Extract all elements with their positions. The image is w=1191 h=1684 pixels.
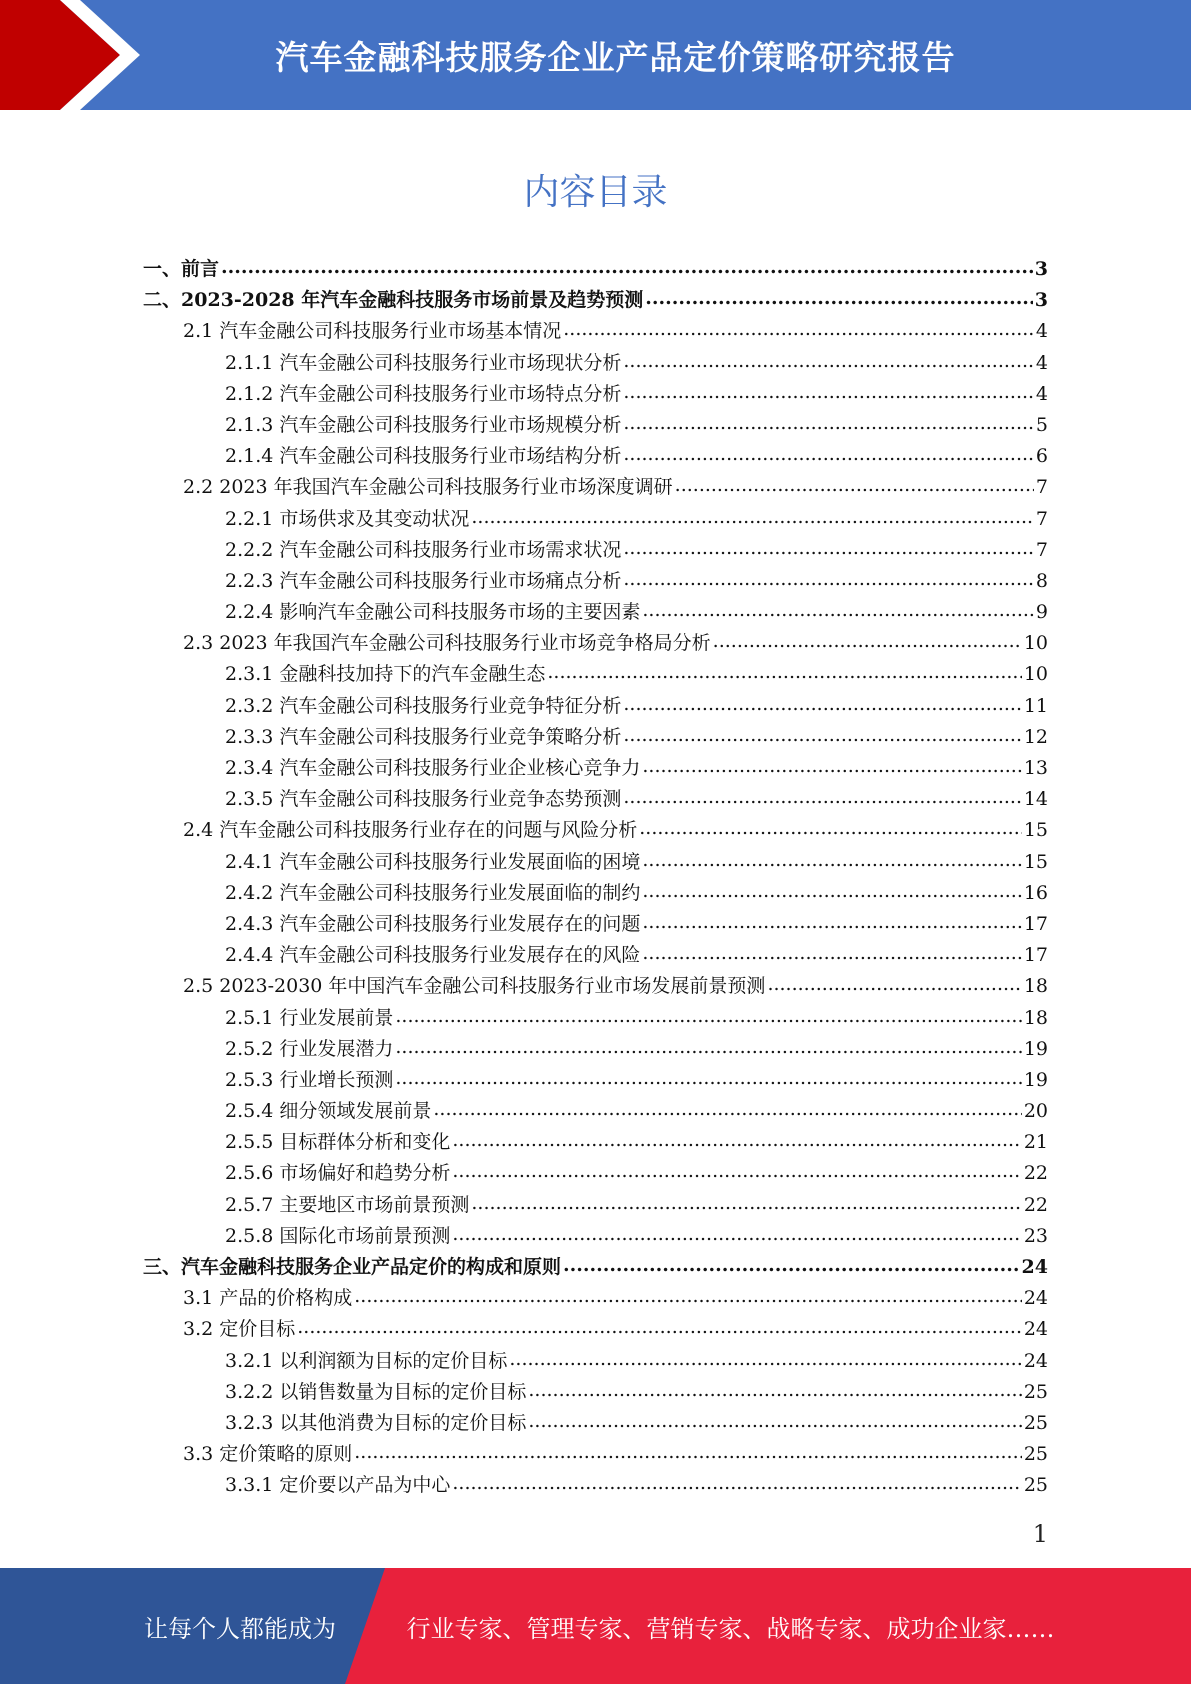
- toc-dot-leader: [509, 1348, 1021, 1367]
- footer-banner: [0, 1568, 1191, 1684]
- toc-entry-page: 13: [1023, 757, 1048, 779]
- toc-entry-page: 4: [1035, 320, 1048, 343]
- toc-dot-leader: [547, 661, 1021, 680]
- document-title: 汽车金融科技服务企业产品定价策略研究报告: [275, 37, 956, 77]
- toc-dot-leader: [528, 1379, 1021, 1398]
- toc-entry[interactable]: [143, 472, 1048, 503]
- toc-dot-leader: [354, 1441, 1022, 1460]
- toc-entry-page: 24: [1023, 1349, 1048, 1372]
- toc-entry[interactable]: [143, 815, 1048, 846]
- toc-entry-title: 2.5.4 细分领域发展前景: [225, 1100, 432, 1123]
- toc-entry-title: 2.4.1 汽车金融公司科技服务行业发展面临的困境: [225, 850, 641, 873]
- toc-dot-leader: [642, 880, 1021, 899]
- toc-entry-page: 22: [1023, 1193, 1048, 1216]
- toc-dot-leader: [675, 474, 1034, 493]
- toc-dot-leader: [623, 537, 1034, 556]
- toc-entry-title: 2.3.5 汽车金融公司科技服务行业竞争态势预测: [225, 788, 622, 811]
- toc-entry-page: 24: [1023, 1318, 1048, 1341]
- toc-dot-leader: [452, 1472, 1021, 1491]
- toc-entry-title: 2.2.2 汽车金融公司科技服务行业市场需求状况: [225, 538, 622, 561]
- toc-entry-title: 2.5 2023-2030 年中国汽车金融公司科技服务行业市场发展前景预测: [183, 975, 766, 998]
- toc-dot-leader: [623, 350, 1034, 369]
- toc-entry-page: 3: [1034, 289, 1048, 312]
- toc-entry[interactable]: [143, 659, 1048, 690]
- toc-entry-title: 3.2.2 以销售数量为目标的定价目标: [225, 1380, 527, 1403]
- toc-entry-title: 2.4 汽车金融公司科技服务行业存在的问题与风险分析: [183, 819, 638, 842]
- toc-entry-page: 10: [1023, 663, 1048, 686]
- toc-entry-title: 2.2.3 汽车金融公司科技服务行业市场痛点分析: [225, 569, 622, 592]
- toc-entry-page: 3: [1034, 258, 1048, 280]
- toc-dot-leader: [471, 1192, 1021, 1211]
- toc-entry[interactable]: [143, 1127, 1048, 1158]
- toc-entry-page: 4: [1035, 382, 1048, 405]
- toc-dot-leader: [471, 506, 1034, 525]
- toc-entry-page: 24: [1023, 1287, 1048, 1310]
- toc-dot-leader: [713, 630, 1022, 649]
- toc-dot-leader: [642, 911, 1021, 930]
- toc-entry[interactable]: [143, 722, 1048, 753]
- toc-entry-title: 3.2.3 以其他消费为目标的定价目标: [225, 1411, 527, 1434]
- page-number: 1: [1032, 1520, 1048, 1548]
- toc-entry[interactable]: [143, 784, 1048, 815]
- toc-entry-page: 15: [1023, 819, 1048, 842]
- toc-entry-title: 3.2.1 以利润额为目标的定价目标: [225, 1349, 508, 1372]
- toc-entry[interactable]: [143, 1439, 1048, 1470]
- toc-entry[interactable]: [143, 1158, 1048, 1189]
- toc-entry-page: 4: [1035, 351, 1048, 374]
- toc-entry[interactable]: [143, 1065, 1048, 1096]
- toc-dot-leader: [642, 755, 1021, 774]
- toc-entry[interactable]: [143, 878, 1048, 909]
- toc-entry-title: 二、2023-2028 年汽车金融科技服务市场前景及趋势预测: [143, 289, 644, 312]
- footer-slogan-left: 让每个人都能成为: [144, 1614, 336, 1643]
- toc-entry[interactable]: [143, 1003, 1048, 1034]
- toc-entry-title: 2.5.3 行业增长预测: [225, 1068, 394, 1091]
- toc-entry-title: 3.3 定价策略的原则: [183, 1443, 353, 1466]
- toc-entry-page: 23: [1023, 1224, 1048, 1247]
- toc-entry-page: 18: [1023, 1006, 1048, 1029]
- toc-entry[interactable]: [143, 691, 1048, 722]
- toc-entry-page: 18: [1023, 975, 1048, 998]
- toc-entry-title: 2.2.1 市场供求及其变动状况: [225, 507, 470, 530]
- toc-entry-title: 2.2 2023 年我国汽车金融公司科技服务行业市场深度调研: [183, 476, 673, 499]
- toc-entry-page: 6: [1035, 445, 1048, 468]
- toc-heading: 内容目录: [523, 172, 668, 213]
- toc-entry-page: 25: [1023, 1443, 1048, 1466]
- toc-dot-leader: [639, 817, 1022, 836]
- toc-dot-leader: [433, 1098, 1021, 1117]
- toc-entry-title: 2.5.6 市场偏好和趋势分析: [225, 1162, 451, 1185]
- toc-dot-leader: [642, 599, 1034, 618]
- toc-entry[interactable]: [143, 379, 1048, 410]
- toc-entry-title: 2.1.4 汽车金融公司科技服务行业市场结构分析: [225, 445, 622, 468]
- toc-entry-title: 2.3.4 汽车金融公司科技服务行业企业核心竞争力: [225, 757, 641, 779]
- toc-dot-leader: [452, 1160, 1021, 1179]
- toc-entry[interactable]: [143, 566, 1048, 597]
- toc-dot-leader: [623, 412, 1034, 431]
- toc-entry-page: 17: [1023, 944, 1048, 967]
- toc-entry-title: 2.4.2 汽车金融公司科技服务行业发展面临的制约: [225, 881, 641, 904]
- toc-entry[interactable]: [143, 348, 1048, 379]
- table-of-contents: [143, 254, 1048, 1502]
- toc-dot-leader: [767, 973, 1021, 992]
- toc-entry[interactable]: [143, 1470, 1048, 1501]
- toc-dot-leader: [623, 724, 1021, 743]
- toc-entry[interactable]: [143, 1034, 1048, 1065]
- toc-dot-leader: [395, 1067, 1021, 1086]
- toc-entry-title: 2.5.8 国际化市场前景预测: [225, 1224, 451, 1247]
- toc-dot-leader: [528, 1410, 1021, 1429]
- toc-entry-title: 2.1.1 汽车金融公司科技服务行业市场现状分析: [225, 351, 622, 374]
- toc-entry[interactable]: [143, 1346, 1048, 1377]
- toc-entry-page: 19: [1023, 1068, 1048, 1091]
- toc-entry-title: 一、前言: [143, 258, 220, 280]
- toc-entry[interactable]: [143, 847, 1048, 878]
- toc-entry-page: 25: [1023, 1474, 1048, 1497]
- toc-entry-title: 3.2 定价目标: [183, 1318, 296, 1341]
- toc-entry[interactable]: [143, 1283, 1048, 1314]
- toc-dot-leader: [623, 693, 1021, 712]
- toc-dot-leader: [623, 786, 1021, 805]
- toc-entry-page: 9: [1035, 601, 1048, 624]
- toc-entry[interactable]: [143, 753, 1048, 784]
- toc-entry[interactable]: [143, 1252, 1048, 1283]
- toc-entry[interactable]: [143, 504, 1048, 535]
- toc-entry-title: 2.1 汽车金融公司科技服务行业市场基本情况: [183, 320, 562, 343]
- toc-entry[interactable]: [143, 441, 1048, 472]
- toc-entry-page: 12: [1023, 725, 1048, 748]
- toc-entry-title: 2.5.5 目标群体分析和变化: [225, 1131, 451, 1154]
- toc-entry-page: 25: [1023, 1411, 1048, 1434]
- toc-dot-leader: [642, 942, 1021, 961]
- toc-entry-page: 19: [1023, 1037, 1048, 1060]
- toc-dot-leader: [623, 381, 1034, 400]
- toc-entry-title: 2.1.2 汽车金融公司科技服务行业市场特点分析: [225, 382, 622, 405]
- toc-entry[interactable]: [143, 316, 1048, 347]
- toc-entry-title: 2.3.2 汽车金融公司科技服务行业竞争特征分析: [225, 694, 622, 717]
- toc-entry-title: 3.3.1 定价要以产品为中心: [225, 1474, 451, 1497]
- toc-entry-page: 11: [1023, 694, 1048, 717]
- toc-dot-leader: [221, 256, 1033, 275]
- toc-entry[interactable]: [143, 410, 1048, 441]
- toc-dot-leader: [297, 1316, 1022, 1335]
- toc-entry[interactable]: [143, 940, 1048, 971]
- toc-dot-leader: [563, 318, 1034, 337]
- toc-entry-page: 16: [1023, 881, 1048, 904]
- footer-slogan-right: 行业专家、管理专家、营销专家、战略专家、成功企业家……: [406, 1614, 1055, 1643]
- toc-entry[interactable]: [143, 254, 1048, 285]
- toc-entry[interactable]: [143, 1221, 1048, 1252]
- toc-entry-page: 17: [1023, 912, 1048, 935]
- toc-entry-title: 三、汽车金融科技服务企业产品定价的构成和原则: [143, 1256, 562, 1278]
- toc-entry-page: 24: [1021, 1256, 1048, 1278]
- toc-entry-page: 14: [1023, 788, 1048, 811]
- toc-entry-title: 2.5.7 主要地区市场前景预测: [225, 1193, 470, 1216]
- toc-entry[interactable]: [143, 909, 1048, 940]
- toc-dot-leader: [395, 1005, 1021, 1024]
- toc-dot-leader: [354, 1285, 1022, 1304]
- toc-entry-page: 22: [1023, 1162, 1048, 1185]
- toc-dot-leader: [452, 1223, 1021, 1242]
- toc-entry[interactable]: [143, 597, 1048, 628]
- toc-entry[interactable]: [143, 1314, 1048, 1345]
- header-banner: [0, 0, 1191, 110]
- toc-entry-title: 2.3.3 汽车金融公司科技服务行业竞争策略分析: [225, 725, 622, 748]
- toc-dot-leader: [452, 1129, 1021, 1148]
- toc-entry-page: 21: [1023, 1131, 1048, 1154]
- toc-entry-page: 7: [1035, 538, 1048, 561]
- toc-entry-title: 2.4.4 汽车金融公司科技服务行业发展存在的风险: [225, 944, 641, 967]
- toc-entry-title: 3.1 产品的价格构成: [183, 1287, 353, 1310]
- toc-entry[interactable]: [143, 1377, 1048, 1408]
- toc-entry-page: 8: [1035, 569, 1048, 592]
- toc-entry-title: 2.2.4 影响汽车金融公司科技服务市场的主要因素: [225, 601, 641, 624]
- toc-entry[interactable]: [143, 535, 1048, 566]
- toc-entry[interactable]: [143, 971, 1048, 1002]
- toc-entry-title: 2.5.1 行业发展前景: [225, 1006, 394, 1029]
- toc-entry[interactable]: [143, 1190, 1048, 1221]
- toc-dot-leader: [642, 849, 1021, 868]
- toc-entry[interactable]: [143, 1408, 1048, 1439]
- toc-entry-title: 2.1.3 汽车金融公司科技服务行业市场规模分析: [225, 413, 622, 436]
- toc-entry-page: 7: [1035, 476, 1048, 499]
- toc-entry-title: 2.5.2 行业发展潜力: [225, 1037, 394, 1060]
- toc-entry-title: 2.3 2023 年我国汽车金融公司科技服务行业市场竞争格局分析: [183, 632, 711, 655]
- toc-entry-page: 25: [1023, 1380, 1048, 1403]
- toc-entry-page: 10: [1023, 632, 1048, 655]
- toc-entry[interactable]: [143, 628, 1048, 659]
- toc-entry-page: 5: [1035, 413, 1048, 436]
- toc-dot-leader: [395, 1036, 1021, 1055]
- toc-entry-page: 20: [1023, 1100, 1048, 1123]
- toc-dot-leader: [563, 1254, 1020, 1273]
- toc-entry-title: 2.3.1 金融科技加持下的汽车金融生态: [225, 663, 546, 686]
- toc-dot-leader: [645, 287, 1033, 306]
- toc-entry-page: 15: [1023, 850, 1048, 873]
- toc-dot-leader: [623, 568, 1034, 587]
- toc-entry-title: 2.4.3 汽车金融公司科技服务行业发展存在的问题: [225, 912, 641, 935]
- toc-entry[interactable]: [143, 1096, 1048, 1127]
- toc-entry[interactable]: [143, 285, 1048, 316]
- toc-entry-page: 7: [1035, 507, 1048, 530]
- toc-dot-leader: [623, 443, 1034, 462]
